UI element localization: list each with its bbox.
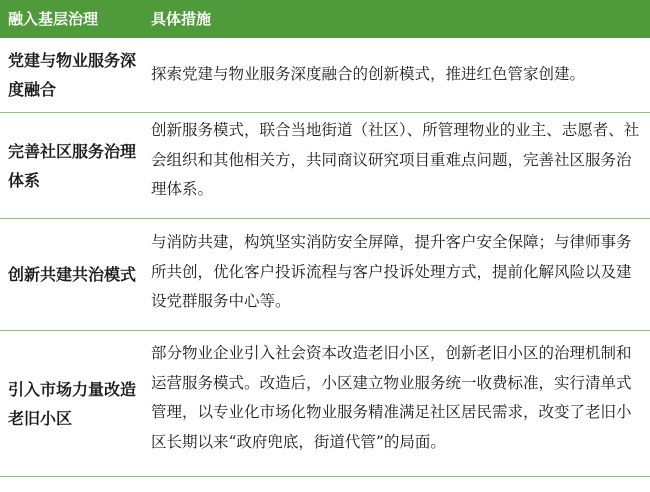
table-row <box>0 38 650 113</box>
row-name: 完善社区服务治理体系 <box>8 141 137 190</box>
row-desc: 与消防共建，构筑坚实消防安全屏障，提升客户安全保障；与律师事务所共创，优化客户投诉流程与客户投诉处理方式，提前化解风险以及建设党群服务中心等。 <box>151 233 632 310</box>
table-row <box>0 331 650 477</box>
table-header <box>0 0 650 38</box>
header-col-governance: 融入基层治理 <box>8 10 99 28</box>
row-name: 党建与物业服务深度融合 <box>8 51 137 99</box>
row-desc: 部分物业企业引入社会资本改造老旧小区，创新老旧小区的治理机制和运营服务模式。改造后，小区建立物业服务统一收费标准，实行清单式管理，以专业化市场化物业服务精准满足社区居民需求，改变了老旧小区长期以来“政府兜底，街道代管”的局面。 <box>151 344 632 451</box>
row-desc: 创新服务模式，联合当地街道（社区）、所管理物业的业主、志愿者、社会组织和其他相关方，共同商议研究项目重难点问题，完善社区服务治理体系。 <box>151 121 640 198</box>
row-name: 创新共建共治模式 <box>8 265 137 284</box>
table-row <box>0 113 650 219</box>
row-desc: 探索党建与物业服务深度融合的创新模式，推进红色管家创建。 <box>151 65 586 83</box>
header-col-measures: 具体措施 <box>151 10 212 28</box>
row-name: 引入市场力量改造老旧小区 <box>8 379 137 428</box>
table-row <box>0 219 650 331</box>
